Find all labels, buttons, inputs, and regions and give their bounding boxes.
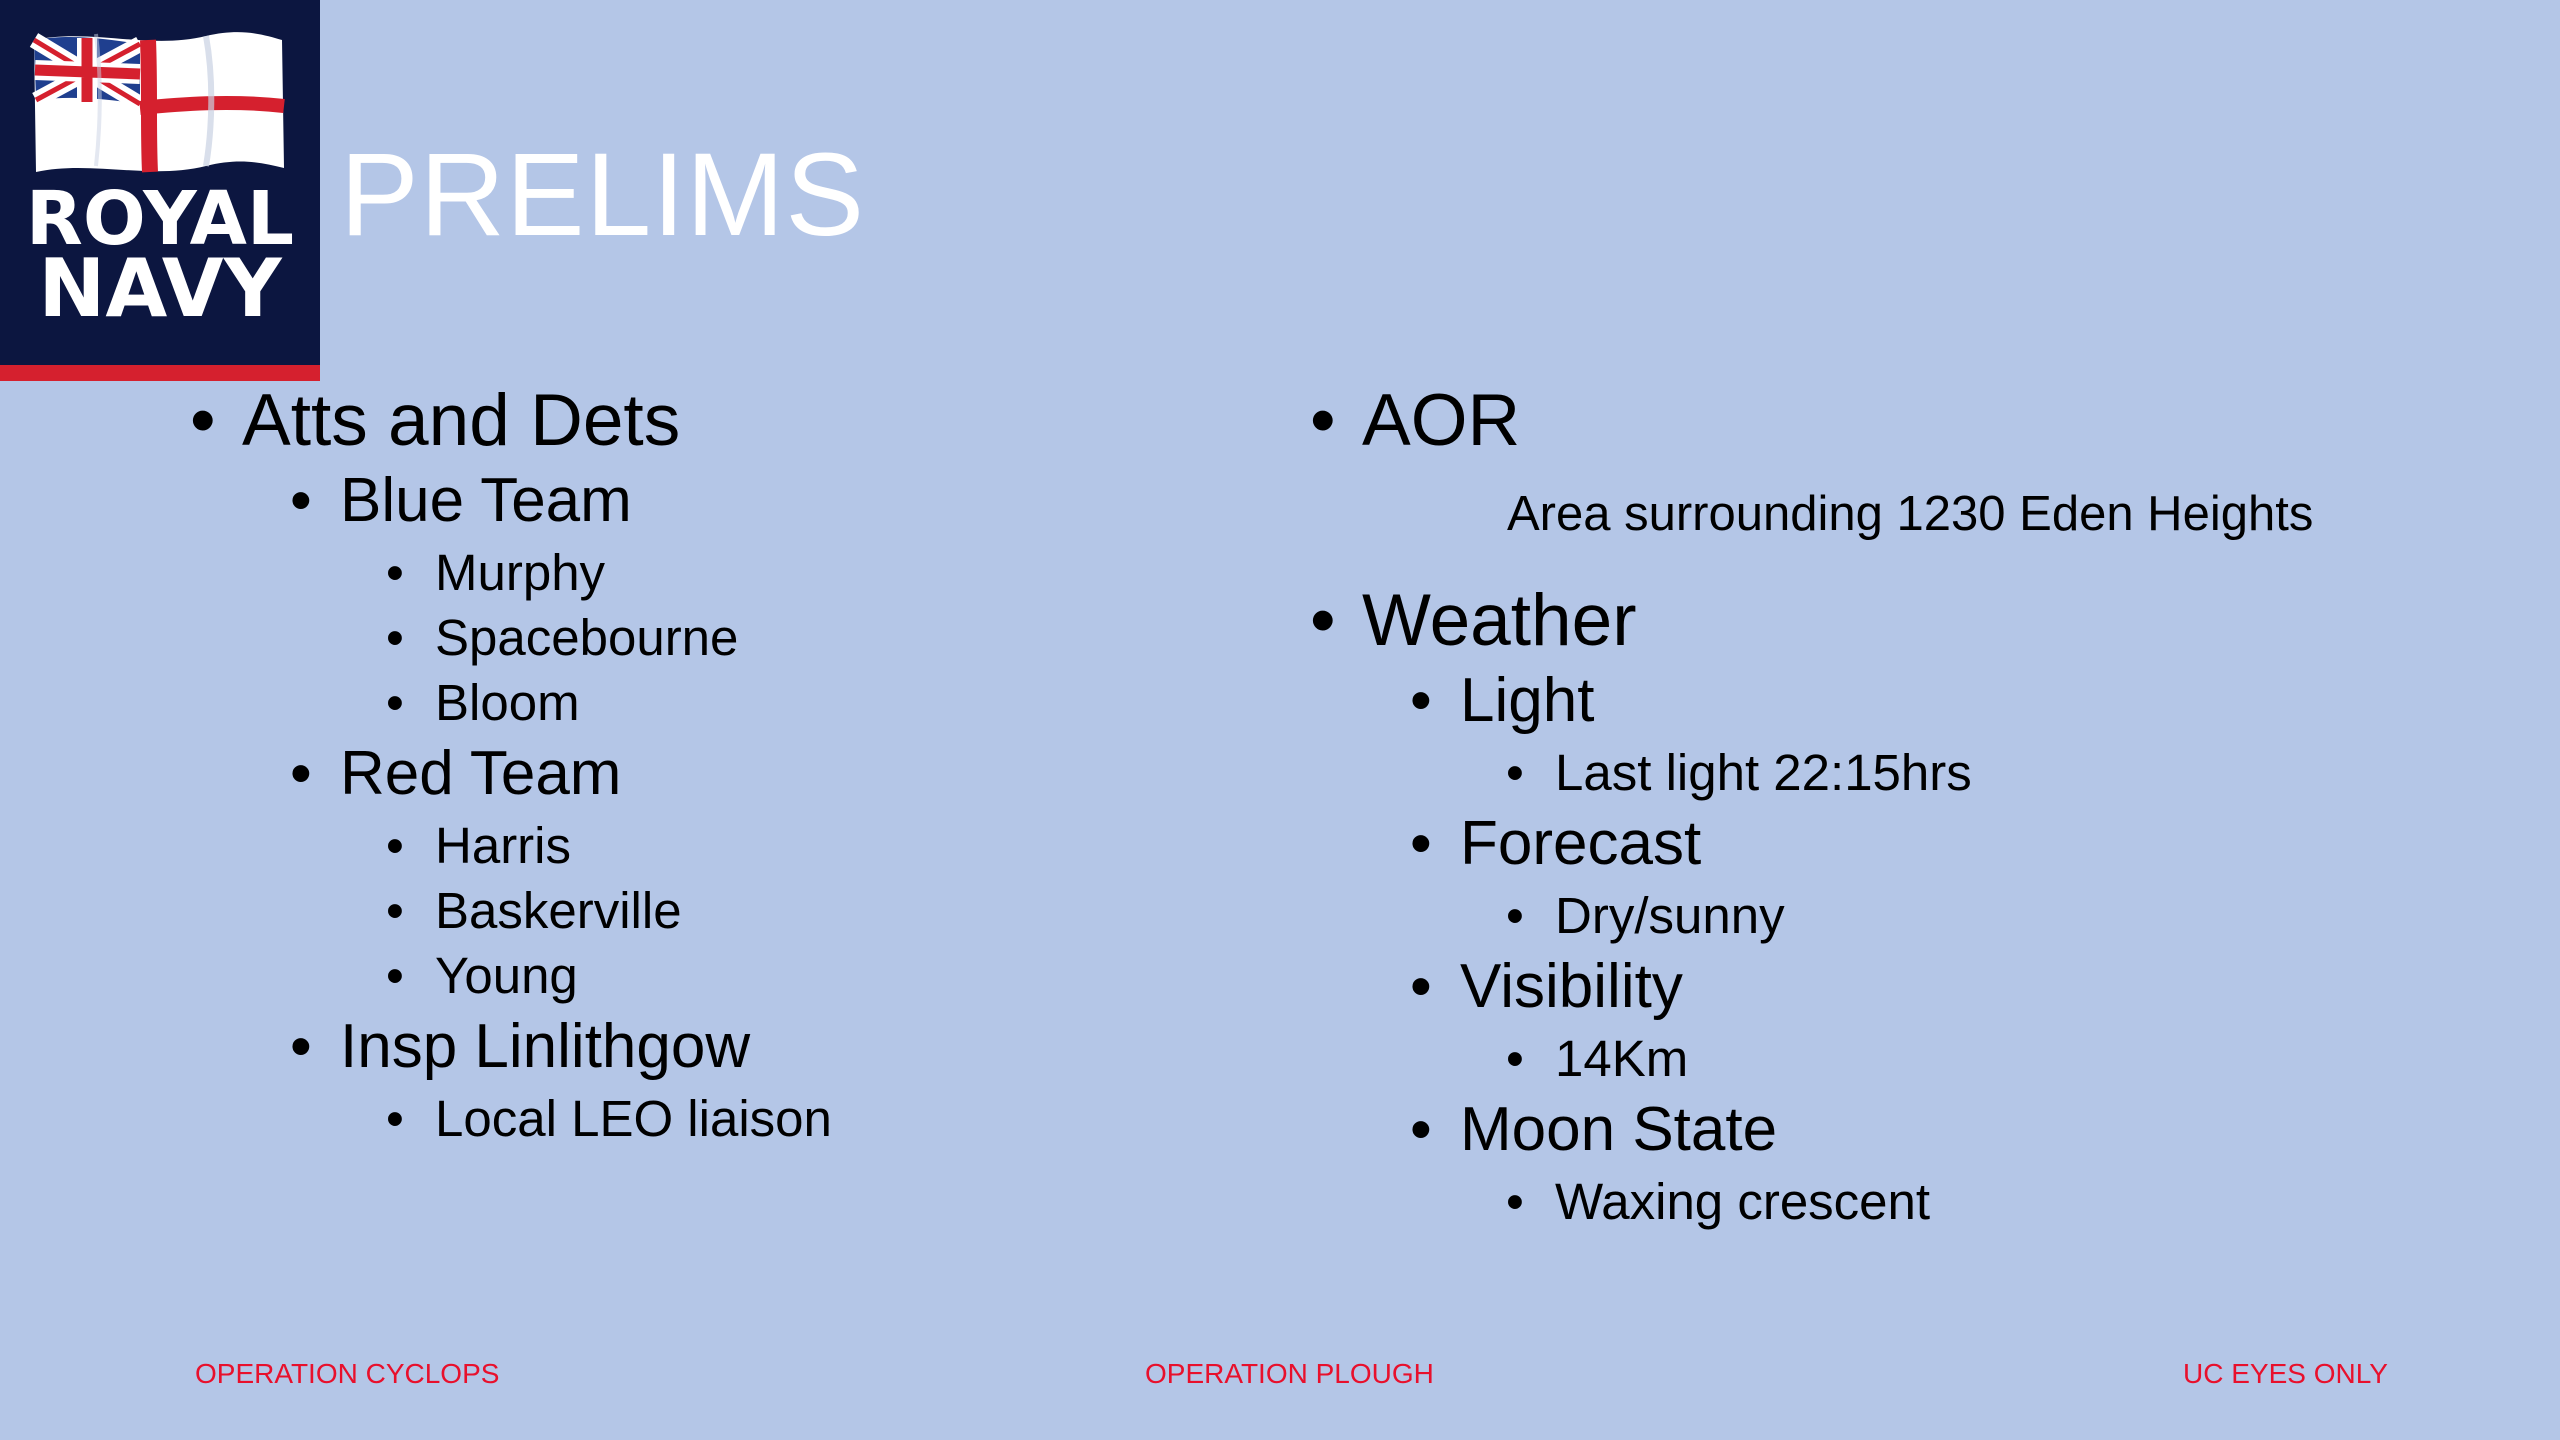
bullet-red-team: • Red Team (190, 735, 1190, 813)
bullet-weather-moon-state: • Moon State (1310, 1091, 2510, 1169)
bullet-weather-value: • Dry/sunny (1310, 883, 2510, 948)
bullet-member: • Spacebourne (190, 605, 1190, 670)
bullet-member: • Local LEO liaison (190, 1086, 1190, 1151)
footer-classification: UC EYES ONLY (2183, 1358, 2388, 1389)
bullet-weather-forecast: • Forecast (1310, 805, 2510, 883)
slide-title: PRELIMS (340, 129, 866, 261)
bullet-blue-team: • Blue Team (190, 462, 1190, 540)
right-content-column (1310, 380, 2510, 1234)
bullet-weather: • Weather (1310, 580, 2510, 662)
logo-red-stripe (0, 365, 320, 381)
bullet-member: • Murphy (190, 540, 1190, 605)
footer-operation-left: OPERATION CYCLOPS (195, 1358, 500, 1389)
logo-text-royal: ROYAL (25, 176, 295, 262)
bullet-insp-linlithgow: • Insp Linlithgow (190, 1008, 1190, 1086)
bullet-weather-light: • Light (1310, 662, 2510, 740)
left-content-column (190, 380, 1190, 1151)
bullet-atts-and-dets: • Atts and Dets (190, 380, 1190, 462)
bullet-member: • Bloom (190, 670, 1190, 735)
white-ensign-flag-icon (0, 0, 320, 381)
bullet-member: • Young (190, 943, 1190, 1008)
bullet-weather-value: • 14Km (1310, 1026, 2510, 1091)
royal-navy-logo (0, 0, 320, 381)
bullet-aor: • AOR (1310, 380, 2510, 462)
bullet-member: • Baskerville (190, 878, 1190, 943)
aor-description: Area surrounding 1230 Eden Heights (1507, 487, 2314, 541)
logo-text-navy: NAVY (38, 242, 282, 335)
bullet-weather-visibility: • Visibility (1310, 948, 2510, 1026)
bullet-weather-value: • Waxing crescent (1310, 1169, 2510, 1234)
bullet-weather-value: • Last light 22:15hrs (1310, 740, 2510, 805)
footer-operation-center: OPERATION PLOUGH (1145, 1358, 1434, 1389)
bullet-member: • Harris (190, 813, 1190, 878)
